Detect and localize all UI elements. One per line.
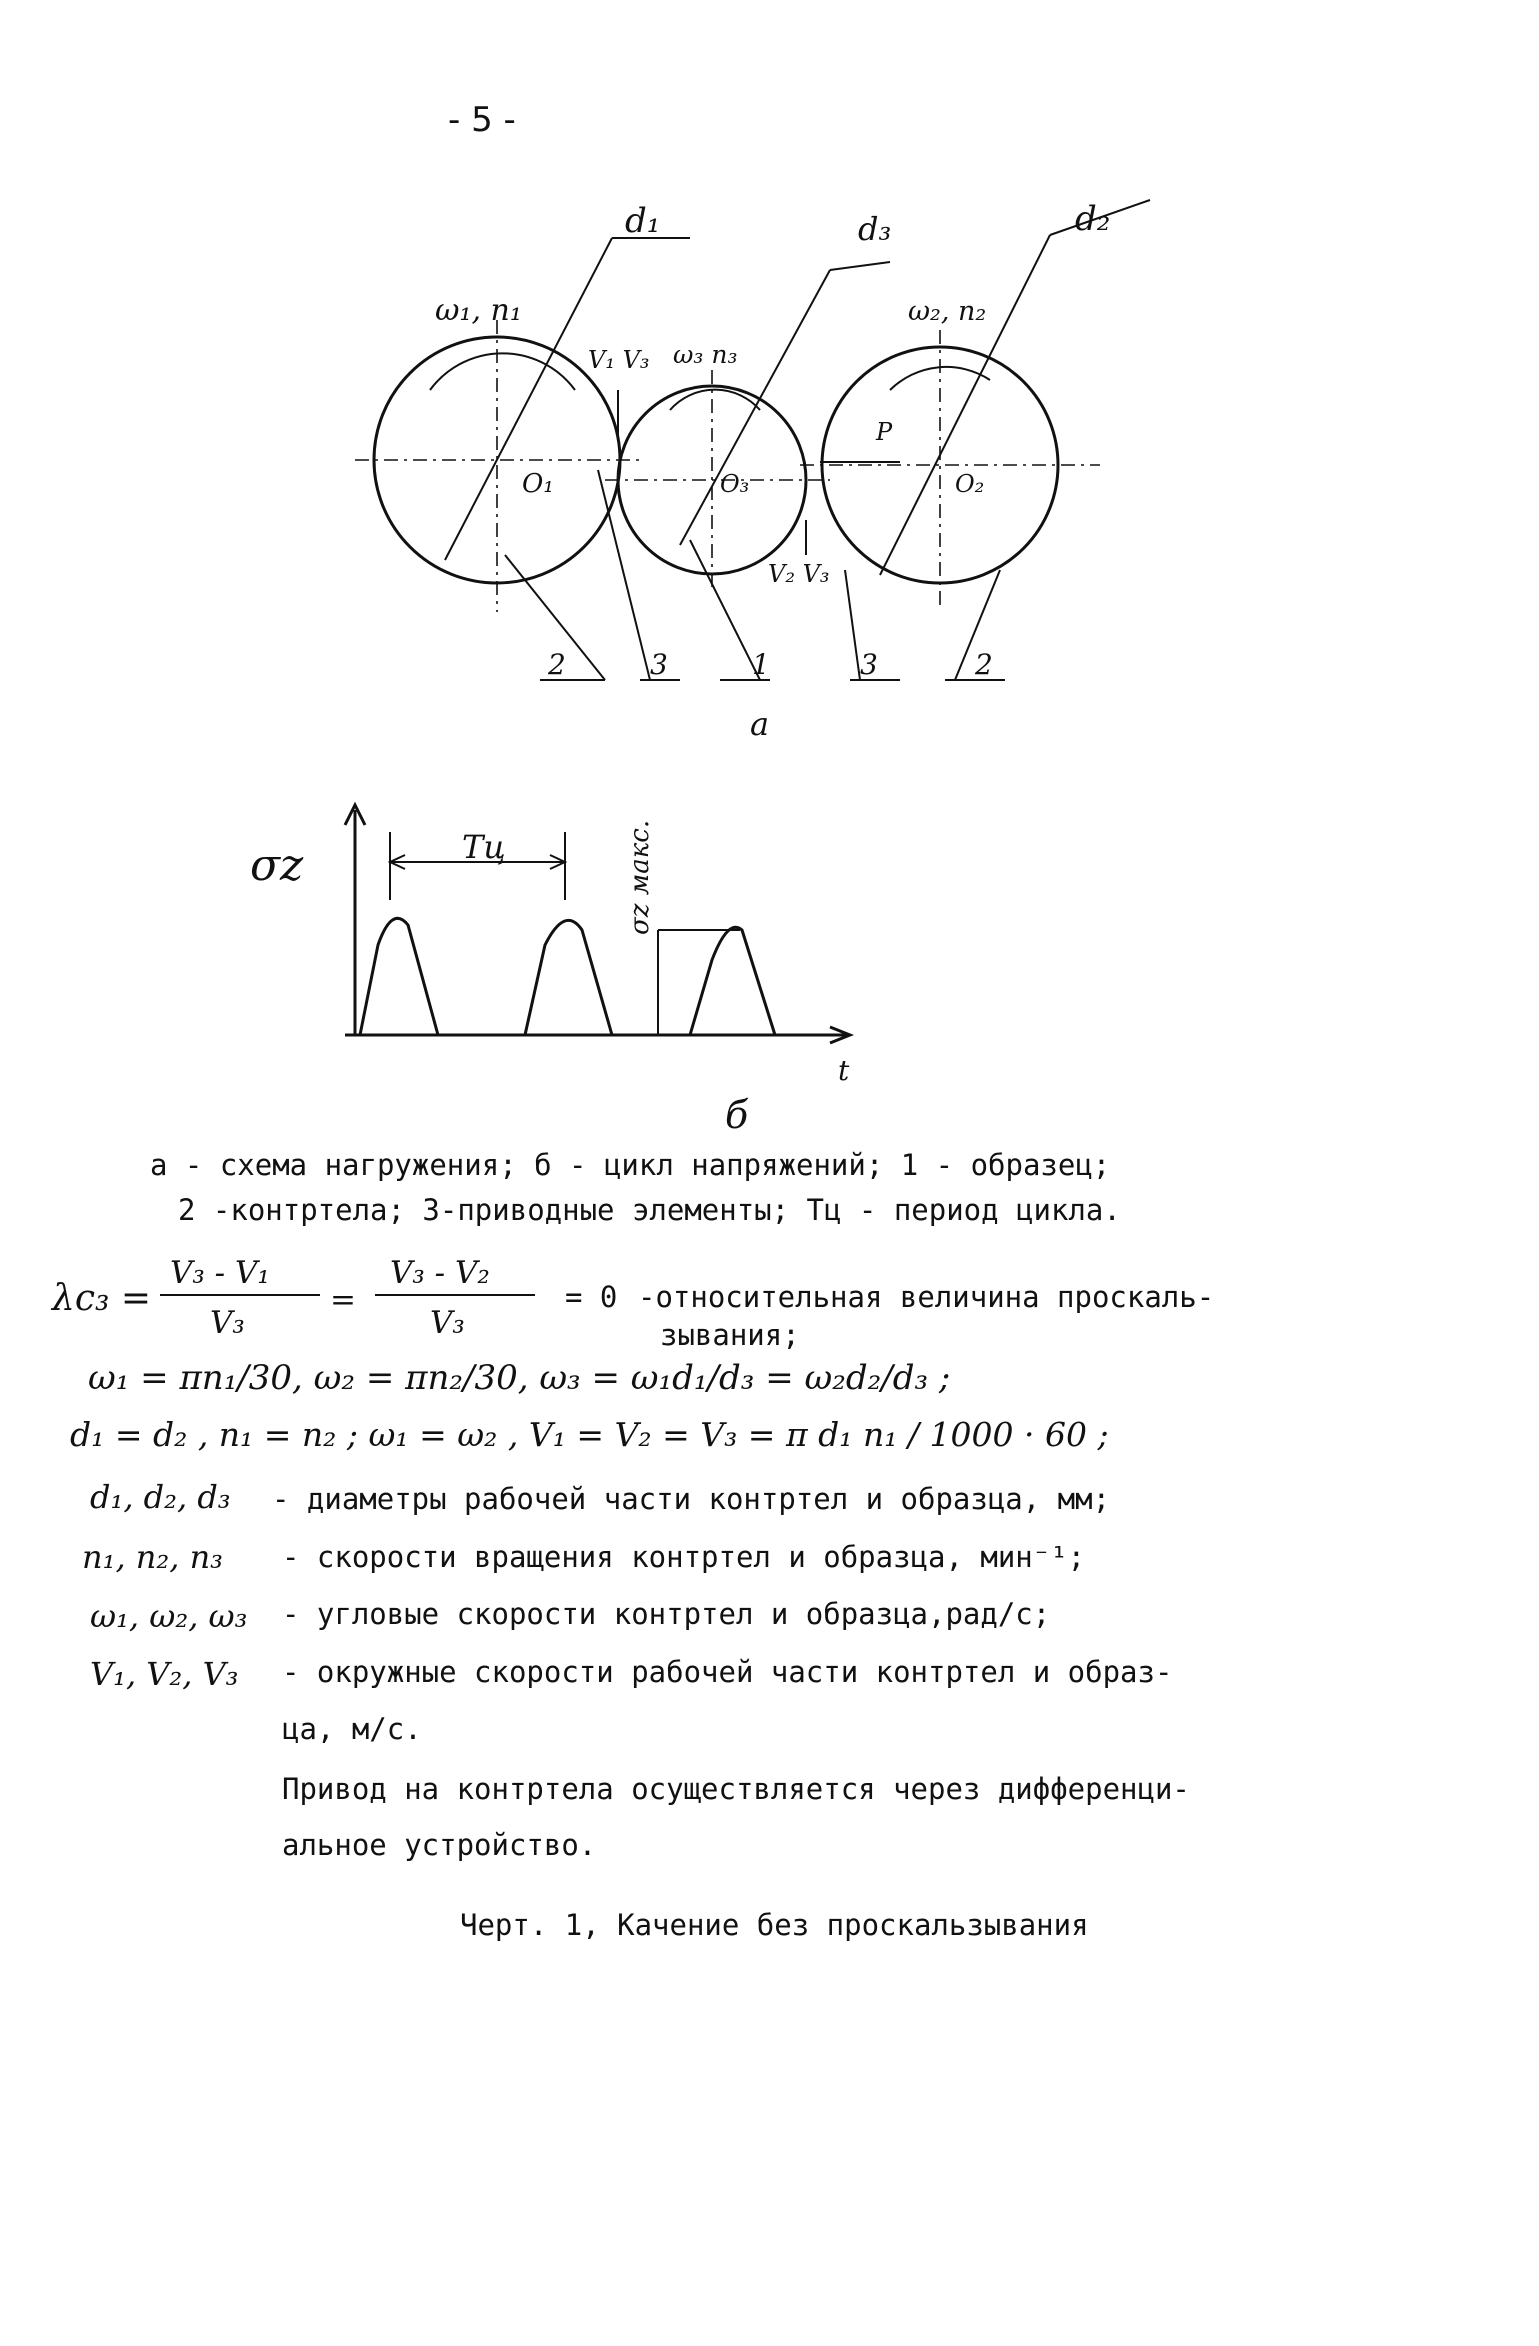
label-w2n2: ω₂, n₂ <box>908 296 987 327</box>
label-t: t <box>838 1054 850 1087</box>
def-text-w: - угловые скорости контртел и образца,рад/с; <box>282 1597 1051 1631</box>
eq-zero: = 0 <box>565 1280 618 1314</box>
figure-caption: Черт. 1, Качение без проскальзывания <box>460 1908 1089 1942</box>
legend-line-2: 2 -контртела; 3-приводные элементы; Tц - период цикла. <box>178 1193 1121 1227</box>
stress-pulse-3 <box>690 927 775 1035</box>
label-v1v3: V₁ V₃ <box>588 346 650 374</box>
stress-pulse-2 <box>525 920 612 1035</box>
def-symbol-v: V₁, V₂, V₃ <box>90 1655 239 1693</box>
frac2-num: V₃ - V₂ <box>390 1255 490 1291</box>
label-sigma-max: σz макс. <box>625 819 655 935</box>
lambda-desc-1: -относительная величина проскаль- <box>638 1280 1215 1314</box>
caption-b: б <box>725 1093 749 1137</box>
label-num-2a: 2 <box>548 648 566 681</box>
def-text-n: - скорости вращения контртел и образца, мин⁻¹; <box>282 1540 1086 1574</box>
page-number: - 5 - <box>448 100 516 140</box>
caption-a: а <box>750 705 770 743</box>
label-num-3b: 3 <box>860 648 878 681</box>
label-d2: d₂ <box>1075 199 1111 239</box>
omega-line: ω₁ = πn₁/30, ω₂ = πn₂/30, ω₃ = ω₁d₁/d₃ = ω₂d₂/d₃ ; <box>88 1358 951 1398</box>
label-sigma-z: σz <box>250 840 304 891</box>
drive-text-2: альное устройство. <box>282 1828 597 1862</box>
label-period: Tц <box>462 828 506 866</box>
label-num-2b: 2 <box>975 648 993 681</box>
def-symbol-n: n₁, n₂, n₃ <box>82 1538 223 1576</box>
eq-sign: = <box>330 1282 356 1318</box>
legend-line-1: а - схема нагружения; б - цикл напряжений; 1 - образец; <box>150 1148 1111 1182</box>
label-num-1: 1 <box>752 648 770 681</box>
label-w1n1: ω₁, n₁ <box>435 293 522 328</box>
equality-line: d₁ = d₂ , n₁ = n₂ ; ω₁ = ω₂ , V₁ = V₂ = V₃ = π d₁ n₁ / 1000 · 60 ; <box>70 1415 1109 1454</box>
label-d1: d₁ <box>625 201 661 241</box>
def-text-d: - диаметры рабочей части контртел и образца, мм; <box>272 1482 1111 1516</box>
def-symbol-w: ω₁, ω₂, ω₃ <box>90 1597 248 1635</box>
stress-pulse-1 <box>360 918 438 1035</box>
def-text-v-cont: ца, м/с. <box>282 1712 422 1746</box>
counterbody-right-circle <box>822 347 1058 583</box>
lambda-lhs: λc₃ = <box>52 1278 152 1319</box>
label-o3: O₃ <box>720 470 750 498</box>
frac1-den: V₃ <box>210 1305 245 1341</box>
label-o1: O₁ <box>522 469 554 499</box>
label-v2v3: V₂ V₃ <box>768 560 830 588</box>
def-symbol-d: d₁, d₂, d₃ <box>90 1478 231 1516</box>
label-w3n3: ω₃ n₃ <box>673 340 738 369</box>
label-d3: d₃ <box>858 210 892 248</box>
drive-text-1: Привод на контртела осуществляется через дифференци- <box>282 1772 1190 1806</box>
frac1-num: V₃ - V₁ <box>170 1255 270 1291</box>
label-o2: O₂ <box>955 470 985 498</box>
lambda-desc-2: зывания; <box>660 1318 800 1352</box>
frac2-den: V₃ <box>430 1305 465 1341</box>
def-text-v: - окружные скорости рабочей части контртел и образ- <box>282 1655 1173 1689</box>
label-p: P <box>876 418 893 446</box>
label-num-3a: 3 <box>650 648 668 681</box>
